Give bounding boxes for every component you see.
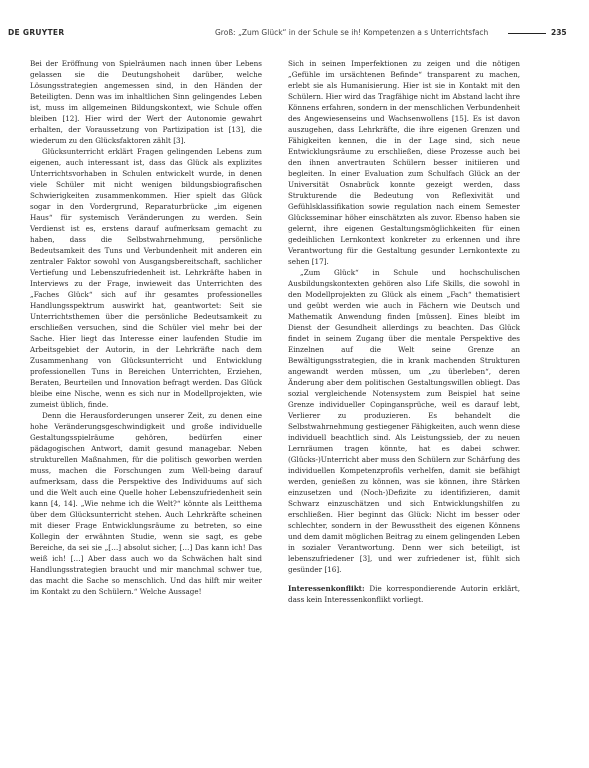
paragraph: Denn die Herausforderungen unserer Zeit, zu denen eine hohe Veränderungsgeschwindigkeit und große individuelle Gestaltungsspielräume gehören, bedürfen einer pädagogischen Antwort, damit gesund managebar. Neben strukturellen Maßnahmen, für die politisch geworben werden muss, machen die Forschungen zum Well-being darauf aufmerksam, dass die Perspektive des Individuums auf sich und die Welt auch eine Quelle hoher Lebenszufriedenheit sein kann [4, 14]. „Wie nehme ich die Welt?“ könnte als Leitthema über dem Glücksunterricht stehen. Auch Lehrkräfte scheinen mit dieser Frage Entwicklungsräume zu betreten, so eine Kollegin der erwähnten Studie, wenn sie sagt, es gebe Bereiche, da sei sie „[…] absolut sicher, […] Das kann ich! Das weiß ich! […] Aber dass auch wo da Schwächen halt sind Handlungsstrategien braucht und mir manchmal schwer tue, das macht die Sache so menschlich. Und das hilft mir weiter im Kontakt zu den Schülern.“ Welche Aussage! [30, 411, 262, 596]
right-column [288, 58, 520, 605]
conflict-heading: Interessenkonflikt: [288, 584, 365, 593]
running-head: Groß: „Zum Glück“ in der Schule se ih! Kompetenzen a s Unterrichtsfach [215, 28, 489, 37]
paragraph: „Zum Glück“ in Schule und hochschulischen Ausbildungskontexten gehören also Life Skills, die sowohl in den Modellprojekten zu Glück als einem „Fach“ thematisiert und geübt werden wie auch in Fächern wie Deutsch und Mathematik Anwendung finden [müssen]. Eines bleibt im Dienst der Gesundheit allerdings zu beachten. Das Glück findet in seinem Zugang über die mentale Perspektive des Einzelnen auf die Welt seine Grenze an Bewältigungsstrategien, die in krank machenden Strukturen angewandt werden müssen, um „zu überleben“, deren Änderung aber dem politischen Gestaltungswillen obliegt. Das sozial vergleichende Notensystem zum Beispiel hat seine Grenze individueller Copingansprüche, weil es darauf lebt, Verlierer zu produzieren. Es behandelt die Selbstwahrnehmung gestiegener Fähigkeiten, auch wenn diese individuell beachtlich sind. Als Leistungssieb, der zu neuen Lernräumen tragen könnte, hat es dabei schwer. (Glücks-)Unterricht aber muss den Schülern zur Schärfung des individuellen Kompetenzprofils verhelfen, damit sie befähigt werden, genießen zu können, was sie können, ihre Stärken einzusetzen und (Noch-)Defizite zu identifizieren, damit Schwarz einzuschätzen und sich Entwicklungshilfen zu erschließen. Hier beginnt das Glück: Nicht im besser oder schlechter, sondern in der Bewusstheit des eigenen Könnens und dem damit möglichen Beitrag zu einem gelingenden Leben in sozialer Verantwortung. Denn wer sich beteiligt, ist lebenszufriedener [3], und wer zufriedener ist, fühlt sich gesünder [16]. [288, 268, 520, 574]
page-number: 235 [551, 28, 567, 37]
conflict-of-interest-statement [288, 583, 520, 605]
paragraph: Bei der Eröffnung von Spielräumen nach innen über Lebens gelassen sie die Deutungshoheit darüber, welche Lösungsstrategien angemessen sind, in den Händen der Beteiligten. Denn was im inhaltlichen Sinn gelingendes Leben ist, muss im allgemeinen Bildungskontext, wie Schule offen bleiben [12]. Hier wird der Wert der Autonomie gewahrt erhalten, der Voraussetzung von Partizipation ist [13], die wiederum zu den Glücksfaktoren zählt [3]. [30, 59, 262, 145]
publisher-name: DE GRUYTER [8, 28, 65, 37]
left-column [30, 58, 262, 597]
page-header [8, 28, 584, 40]
header-rule [508, 33, 546, 34]
paragraph: Sich in seinen Imperfektionen zu zeigen und die nötigen „Gefühle im ursächtenen Befinde“ transparent zu machen, erlebt sie als Humanisierung. Hier ist sie in Kontakt mit den Schülern. Hier wird das Tragfähige nicht im Abstand lacht ihre Könnens erfahren, sondern in der menschlichen Verbundenheit des Angewiesenseins und Wachsenwollens [15]. Es ist davon auszugehen, dass Lehrkräfte, die ihre eigenen Grenzen und Fähigkeiten kennen, die in der Lage sind, sich neue Entwicklungsräume zu erschließen, diese Prozesse auch bei den ihnen anvertrauten Schülern besser initiieren und begleiten. In einer Evaluation zum Schulfach Glück an der Universität Osnabrück konnte gezeigt werden, dass Strukturende die Bedeutung von Reflexivität und Gefühlsklassifikation sowie regulation nach einem Semester Glücksseminar höher einschätzten als zuvor. Ebenso haben sie gelernt, ihre eigenen Gestaltungsmöglichkeiten für einen gedeihlichen Lernkontext konkreter zu erkennen und ihre Verantwortung für die Gestaltung gesunder Lernkontexte zu sehen [17]. [288, 59, 520, 266]
paragraph: Glücksunterricht erklärt Fragen gelingenden Lebens zum eigenen, auch interessant ist, dass das Glück als explizites Unterrichtsvorhaben in Schulen entwickelt wurde, in denen viele Schüler mit nicht wenigen bildungsbiografischen Schwierigkeiten zusammenkommen. Hier spielt das Glück sogar in den Vordergrund, Reparaturbrücke „im eigenen Haus“ für systemisch Veränderungen zu werden. Sein Verdienst ist es, erstens darauf aufmerksam gemacht zu haben, dass die Selbstwahrnehmung, persönliche Bedeutsamkeit des Tuns und Verbundenheit mit anderen ein zentraler Faktor sowohl von Ausgangsbereitschaft, sachlicher Vertiefung und Lebenszufriedenheit ist. Lehrkräfte haben in Interviews zu der Frage, inwieweit das Unterrichten des „Faches Glück“ sich auf ihr gesamtes professionelles Handlungsspektrum auswirkt hat, geantwortet: Seit sie Unterrichtsthemen über die persönliche Bedeutsamkeit zu erschließen versuchen, sind die Schüler viel mehr bei der Sache. Hier liegt das Interesse einer laufenden Studie im Arbeitsgebiet der Autorin, in der Lehrkräfte nach dem Zusammenhang von Glücksunterricht und Entwicklung professionellen Tuns in Bereichen Unterrichten, Erziehen, Beraten, Beurteilen und Innovation befragt werden. Das Glück bleibe eine Nische, wenn es sich nur in Modellprojekten, wie zumeist üblich, finde. [30, 147, 262, 409]
conflict-text: Die korrespondierende Autorin erklärt, dass kein Interessenkonflikt vorliegt. [288, 584, 520, 604]
